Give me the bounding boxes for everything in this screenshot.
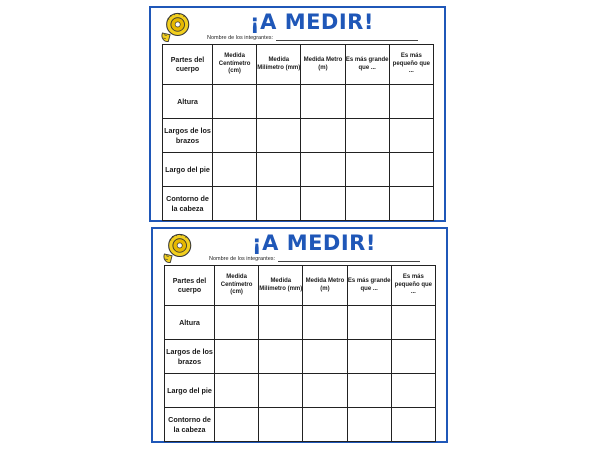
names-input-line[interactable] [276,35,418,41]
column-header: Es más grande que ... [345,45,389,85]
answer-cell[interactable] [215,340,259,374]
column-header: Partes del cuerpo [165,266,215,306]
answer-cell[interactable] [347,408,391,442]
answer-cell[interactable] [391,306,435,340]
row-label: Largo del pie [163,153,213,187]
answer-cell[interactable] [213,187,257,221]
answer-cell[interactable] [257,153,301,187]
answer-cell[interactable] [303,306,347,340]
table-row [165,306,436,340]
answer-cell[interactable] [257,187,301,221]
answer-cell[interactable] [301,187,345,221]
table-row [165,408,436,442]
measuring-tape-icon [159,10,193,44]
answer-cell[interactable] [345,85,389,119]
column-header: Partes del cuerpo [163,45,213,85]
names-label-text: Nombre de los integrantes: [209,256,276,262]
worksheet-title: ¡A MEDIR! [252,231,376,255]
answer-cell[interactable] [391,340,435,374]
measurement-table [162,44,434,221]
column-header: Medida Centímetro (cm) [215,266,259,306]
column-header: Es más pequeño que ... [391,266,435,306]
answer-cell[interactable] [257,119,301,153]
worksheet-card [151,227,448,443]
header-row [165,266,436,306]
table-row [163,187,434,221]
answer-cell[interactable] [213,85,257,119]
measurement-table [164,265,436,442]
table-row [163,119,434,153]
column-header: Es más pequeño que ... [389,45,433,85]
row-label: Contorno de la cabeza [163,187,213,221]
worksheet-title: ¡A MEDIR! [250,10,374,34]
answer-cell[interactable] [389,119,433,153]
table-row [163,153,434,187]
names-label-text: Nombre de los integrantes: [207,35,274,41]
row-label: Largos de los brazos [163,119,213,153]
answer-cell[interactable] [389,187,433,221]
table-row [165,374,436,408]
answer-cell[interactable] [347,340,391,374]
answer-cell[interactable] [301,85,345,119]
names-label [207,35,418,41]
row-label: Largos de los brazos [165,340,215,374]
column-header: Medida Metro (m) [301,45,345,85]
row-label: Altura [165,306,215,340]
row-label: Contorno de la cabeza [165,408,215,442]
row-label: Largo del pie [165,374,215,408]
answer-cell[interactable] [259,408,303,442]
header-row [163,45,434,85]
answer-cell[interactable] [347,306,391,340]
answer-cell[interactable] [259,374,303,408]
answer-cell[interactable] [259,340,303,374]
answer-cell[interactable] [215,408,259,442]
answer-cell[interactable] [215,306,259,340]
measuring-tape-icon [161,231,195,265]
worksheet-card [149,6,446,222]
answer-cell[interactable] [213,153,257,187]
answer-cell[interactable] [391,374,435,408]
answer-cell[interactable] [303,340,347,374]
column-header: Medida Milímetro (mm) [257,45,301,85]
answer-cell[interactable] [345,119,389,153]
answer-cell[interactable] [257,85,301,119]
column-header: Medida Centímetro (cm) [213,45,257,85]
answer-cell[interactable] [345,153,389,187]
answer-cell[interactable] [301,119,345,153]
names-input-line[interactable] [278,256,420,262]
answer-cell[interactable] [347,374,391,408]
answer-cell[interactable] [215,374,259,408]
column-header: Medida Milímetro (mm) [259,266,303,306]
answer-cell[interactable] [345,187,389,221]
table-row [165,340,436,374]
answer-cell[interactable] [303,408,347,442]
answer-cell[interactable] [303,374,347,408]
answer-cell[interactable] [259,306,303,340]
row-label: Altura [163,85,213,119]
answer-cell[interactable] [389,85,433,119]
answer-cell[interactable] [391,408,435,442]
names-label [209,256,420,262]
column-header: Medida Metro (m) [303,266,347,306]
table-row [163,85,434,119]
answer-cell[interactable] [301,153,345,187]
column-header: Es más grande que ... [347,266,391,306]
answer-cell[interactable] [389,153,433,187]
answer-cell[interactable] [213,119,257,153]
